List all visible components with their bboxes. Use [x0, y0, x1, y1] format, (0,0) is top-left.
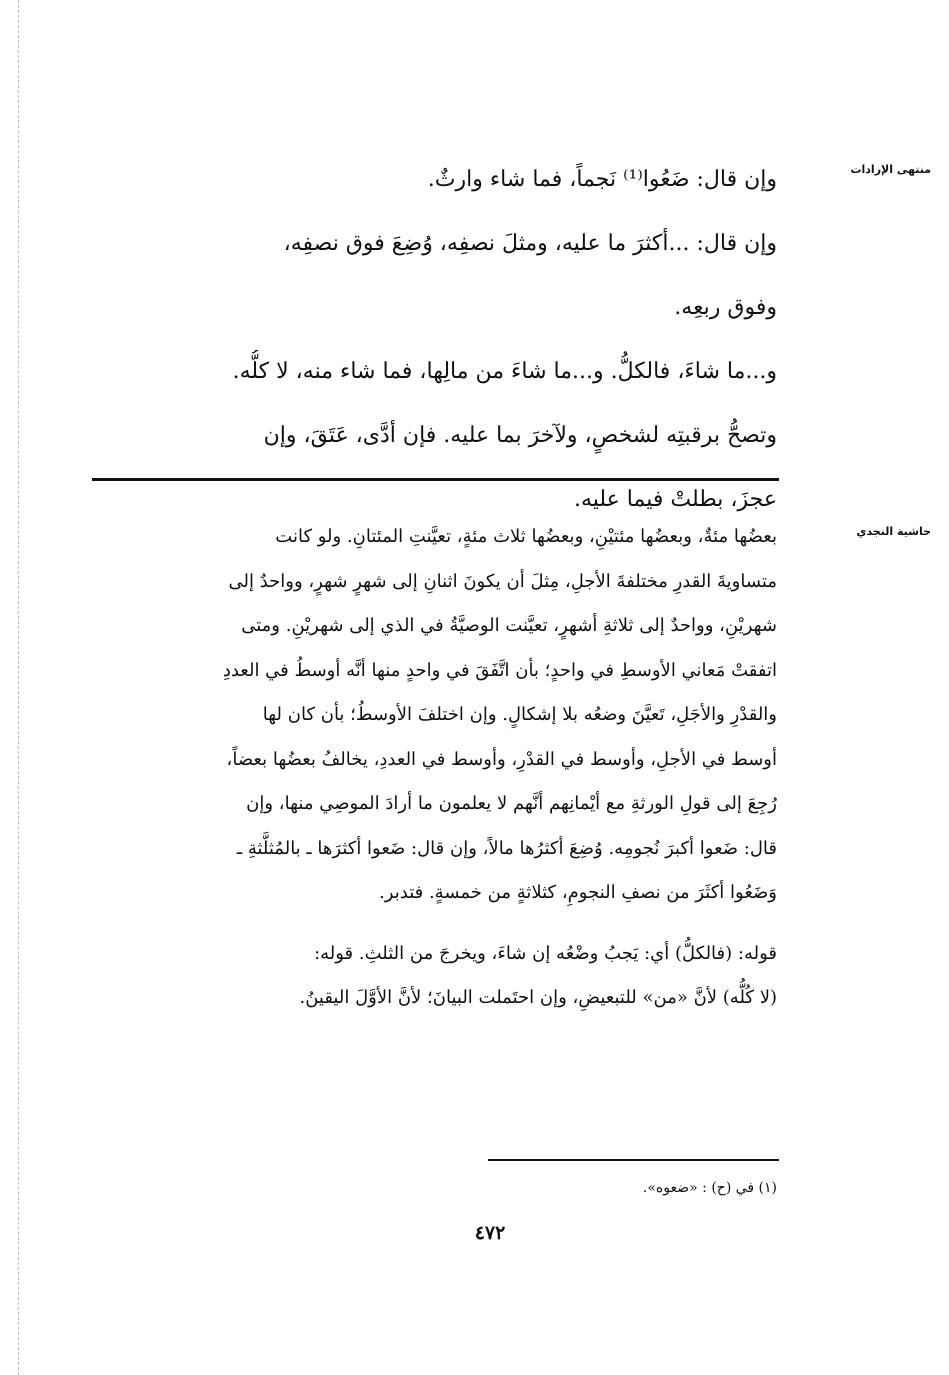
header-commentary-title: حاشية النجدي [856, 525, 931, 538]
commentary-line: أوسط في الأجلِ، وأوسط في القدْرِ، وأوسط في العددِ، يخالفُ بعضُها بعضاً، [226, 748, 777, 770]
main-text-line: وتصحُّ برقبتِه لشخصٍ، ولآخرَ بما عليه. فإن أدَّى، عَتَقَ، وإن [263, 423, 777, 448]
commentary-text [87, 517, 777, 1023]
main-text [97, 158, 777, 542]
main-text-line: وإن قال: ...أكثرَ ما عليه، ومثلَ نصفِه، وُضِعَ فوق نصفِه، [283, 231, 777, 256]
commentary-line: وَضَعُوا أكثَرَ من نصفِ النجومِ، كثلاثةٍ من خمسةٍ. فتدبر. [379, 882, 777, 903]
paragraph-gap [87, 918, 777, 934]
page-gutter-line [18, 0, 19, 1375]
main-text-line: و...ما شاءَ، فالكلُّ. و...ما شاءَ من مالِها، فما شاء منه، لا كلُّه. [232, 359, 777, 384]
footnote: (١) في (ح) : «ضعوه». [642, 1180, 777, 1196]
header-book-title: منتهى الإرادات [850, 163, 931, 176]
commentary-note-line: قوله: (فالكلُّ) أي: يَجبُ وضْعُه إن شاءَ، ويخرجَ من الثلثِ. قوله: [314, 942, 777, 964]
commentary-line: شهريْنِ، وواحدٌ إلى ثلاثةِ أشهرٍ، تعيَّنت الوصيَّةُ في الذي إلى شهريْنِ. ومتى [241, 615, 777, 636]
commentary-line: بعضُها مئةٌ، وبعضُها مئتيْنِ، وبعضُها ثلاث مئةٍ، تعيَّنتِ المئتانِ. ولو كانت [275, 526, 777, 547]
commentary-line: والقدْرِ والأجَلِ، تَعيَّنَ وضعُه بلا إشكالٍ. وإن اختلفَ الأوسطُ؛ بأن كان لها [262, 704, 777, 725]
commentary-line: متساويةَ القدرِ مختلفةَ الأجلِ، مِثلَ أن يكونَ اثنانِ إلى شهرٍ شهرٍ، وواحدٌ إلى [228, 570, 777, 592]
main-text-line: عجزَ، بطلتْ فيما عليه. [573, 487, 777, 512]
page-number: ٤٧٢ [474, 1222, 506, 1244]
commentary-note-line: (لا كُلُّه) لأنَّ «من» للتبعيضِ، وإن احتَملت البيانَ؛ لأنَّ الأوَّلَ اليقينُ. [299, 987, 777, 1008]
footnote-separator [488, 1159, 779, 1161]
commentary-line: قال: ضَعوا أكبرَ نُجومِه. وُضِعَ أكثرُها مالاً، وإن قال: ضَعوا أكثرَها ـ بالمُثلَّثةِ ـ [236, 837, 777, 859]
main-text-line: وفوق ربعِه. [674, 295, 777, 320]
main-text-line: وإن قال: ضَعُوا⁽¹⁾ نَجماً، فما شاء وارثٌ. [427, 167, 777, 192]
commentary-line: اتفقتْ مَعاني الأوسطِ في واحدٍ؛ بأن اتَّفَقَ في واحدٍ منها أنَّه أوسطُ في العددِ [222, 659, 777, 681]
main-text-separator [92, 478, 779, 481]
commentary-line: رُجِعَ إلى قولِ الورثةِ مع أيْمانِهم أنَّهم لا يعلمون ما أرادَ الموصِي منها، وإن [246, 793, 777, 814]
